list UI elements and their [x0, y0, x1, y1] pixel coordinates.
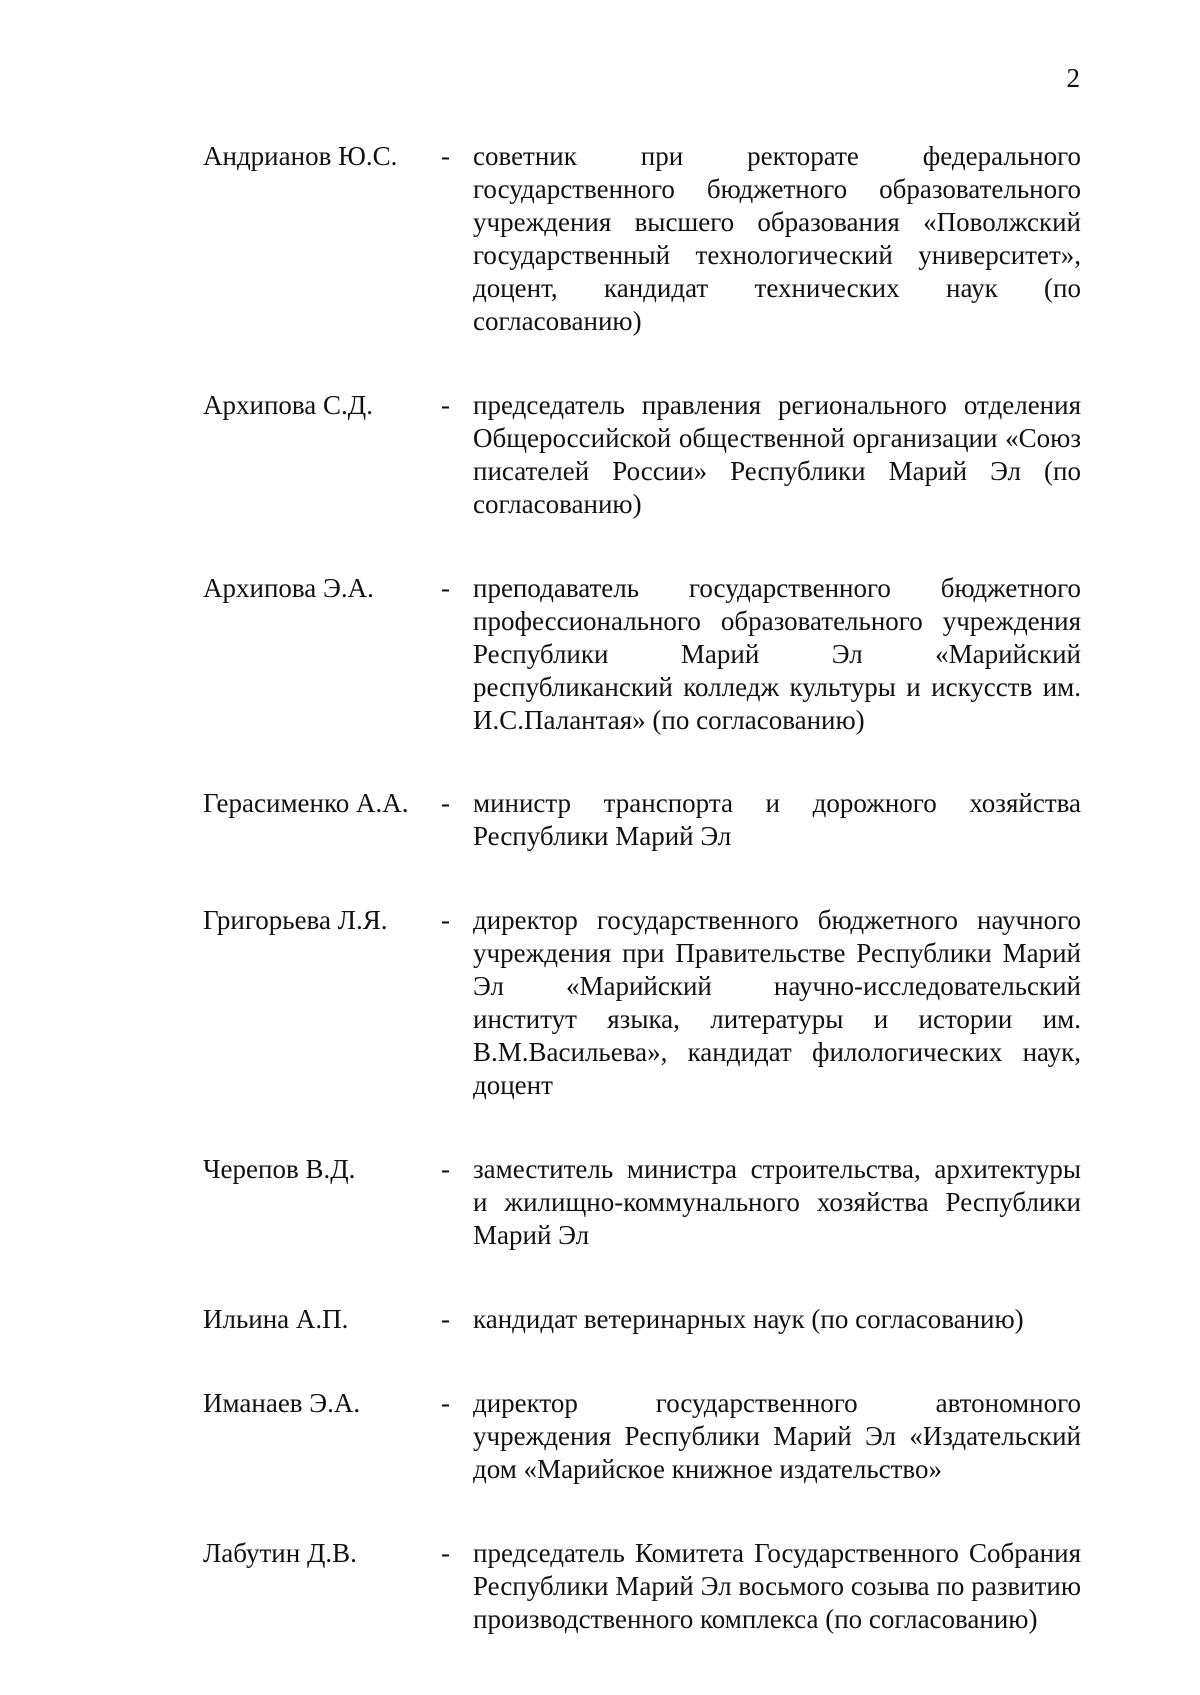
member-dash: - — [441, 1538, 450, 1568]
member-position: председатель Комитета Государственного Собрания Республики Марий Эл восьмого созыва по развитию производственного комплекса (по согласованию) — [473, 1538, 1081, 1634]
member-dash: - — [441, 1304, 450, 1334]
member-row — [203, 1153, 1083, 1252]
member-name: Иманаев Э.А. — [203, 1388, 361, 1418]
member-list — [203, 140, 1083, 1636]
member-name: Архипова С.Д. — [203, 390, 373, 420]
member-dash: - — [441, 788, 450, 818]
member-dash: - — [441, 573, 450, 603]
member-position: директор государственного автономного учреждения Республики Марий Эл «Издательский дом «Марийское книжное издательство» — [473, 1388, 1081, 1484]
member-name: Григорьева Л.Я. — [203, 905, 388, 935]
member-position: кандидат ветеринарных наук (по согласованию) — [473, 1304, 1024, 1334]
member-row — [203, 1537, 1083, 1636]
member-dash: - — [441, 905, 450, 935]
member-row — [203, 389, 1083, 521]
member-row — [203, 787, 1083, 853]
member-position: советник при ректорате федерального государственного бюджетного образовательного учреждения высшего образования «Поволжский государственный технологический университет», доцент, кандидат технических наук (по согласованию) — [473, 141, 1081, 336]
member-position: министр транспорта и дорожного хозяйства Республики Марий Эл — [473, 788, 1081, 851]
member-row — [203, 1303, 1083, 1336]
page-number: 2 — [1066, 63, 1080, 93]
member-row — [203, 904, 1083, 1102]
member-dash: - — [441, 1154, 450, 1184]
member-name: Андрианов Ю.С. — [203, 141, 398, 171]
member-name: Лабутин Д.В. — [203, 1538, 357, 1568]
member-row — [203, 140, 1083, 338]
member-name: Архипова Э.А. — [203, 573, 374, 603]
member-position: председатель правления регионального отделения Общероссийской общественной организации «Союз писателей России» Республики Марий Эл (по согласованию) — [473, 390, 1081, 519]
member-name: Ильина А.П. — [203, 1304, 349, 1334]
member-position: преподаватель государственного бюджетного профессионального образовательного учреждения Республики Марий Эл «Марийский республиканский колледж культуры и искусств им. И.С.Палантая» (по согласованию) — [473, 573, 1081, 735]
member-dash: - — [441, 390, 450, 420]
member-position: заместитель министра строительства, архитектуры и жилищно-коммунального хозяйства Республики Марий Эл — [473, 1154, 1081, 1250]
member-dash: - — [441, 141, 450, 171]
member-row — [203, 572, 1083, 737]
member-row — [203, 1387, 1083, 1486]
member-position: директор государственного бюджетного научного учреждения при Правительстве Республики Марий Эл «Марийский научно-исследовательский институт языка, литературы и истории им. В.М.Васильева», кандидат филологических наук, доцент — [473, 905, 1081, 1100]
member-name: Герасименко А.А. — [203, 788, 409, 818]
member-name: Черепов В.Д. — [203, 1154, 356, 1184]
member-dash: - — [441, 1388, 450, 1418]
